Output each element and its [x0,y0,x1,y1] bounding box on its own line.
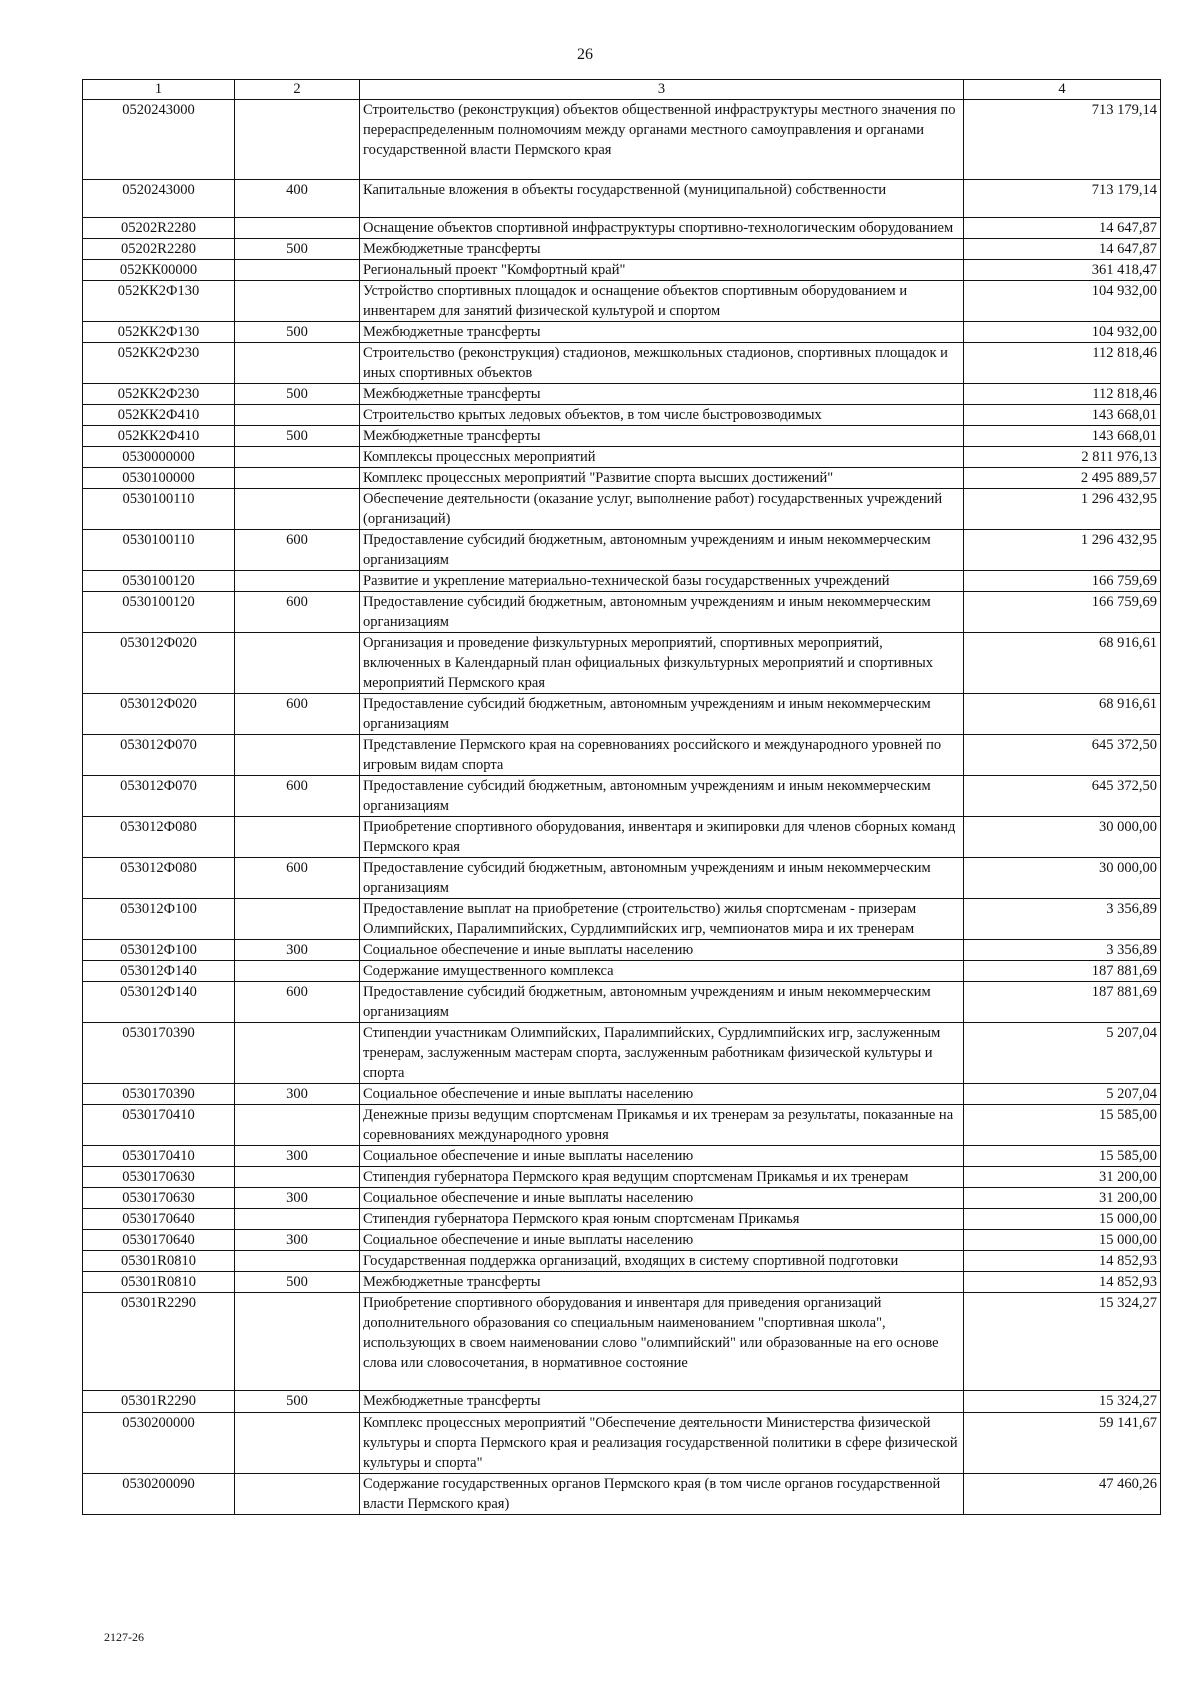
cell-expense-type: 500 [235,322,360,343]
cell-code: 053012Ф100 [83,940,235,961]
cell-name: Приобретение спортивного оборудования, инвентаря и экипировки для членов сборных команд Пермского края [360,817,964,858]
cell-expense-type [235,817,360,858]
cell-name: Развитие и укрепление материально-технической базы государственных учреждений [360,571,964,592]
table-row [83,1209,1161,1230]
cell-expense-type [235,405,360,426]
cell-amount: 15 324,27 [964,1293,1161,1391]
cell-expense-type [235,489,360,530]
table-row [83,817,1161,858]
cell-name: Комплекс процессных мероприятий "Обеспечение деятельности Министерства физической культуры и спорта Пермского края и реализация государственной политики в сфере физической культуры и спорта" [360,1413,964,1474]
cell-code: 053012Ф080 [83,817,235,858]
cell-expense-type: 300 [235,1146,360,1167]
table-row [83,961,1161,982]
cell-expense-type [235,961,360,982]
table-row [83,1023,1161,1084]
cell-amount: 14 647,87 [964,239,1161,260]
cell-expense-type [235,1105,360,1146]
cell-name: Предоставление выплат на приобретение (строительство) жилья спортсменам - призерам Олимпийских, Паралимпийских, Сурдлимпийских игр, чемпионатов мира и их тренерам [360,899,964,940]
cell-expense-type: 500 [235,239,360,260]
header-col-1: 1 [83,80,235,100]
cell-amount: 713 179,14 [964,100,1161,180]
page-number: 26 [577,46,593,63]
cell-amount: 104 932,00 [964,322,1161,343]
table-row [83,982,1161,1023]
cell-amount: 187 881,69 [964,961,1161,982]
cell-expense-type [235,1474,360,1515]
cell-code: 052КК2Ф410 [83,426,235,447]
cell-amount: 143 668,01 [964,405,1161,426]
cell-expense-type: 600 [235,776,360,817]
cell-code: 0530170410 [83,1105,235,1146]
cell-name: Социальное обеспечение и иные выплаты населению [360,1230,964,1251]
cell-code: 052КК2Ф130 [83,281,235,322]
cell-code: 0530100110 [83,530,235,571]
cell-amount: 14 647,87 [964,218,1161,239]
cell-amount: 5 207,04 [964,1023,1161,1084]
cell-amount: 14 852,93 [964,1272,1161,1293]
cell-amount: 5 207,04 [964,1084,1161,1105]
cell-name: Денежные призы ведущим спортсменам Прикамья и их тренерам за результаты, показанные на соревнованиях международного уровня [360,1105,964,1146]
cell-amount: 166 759,69 [964,592,1161,633]
cell-amount: 3 356,89 [964,899,1161,940]
table-row [83,1413,1161,1474]
cell-amount: 15 000,00 [964,1230,1161,1251]
cell-code: 0530100120 [83,571,235,592]
table-header [83,80,1161,100]
cell-name: Строительство крытых ледовых объектов, в том числе быстровозводимых [360,405,964,426]
cell-expense-type: 600 [235,858,360,899]
cell-amount: 31 200,00 [964,1188,1161,1209]
table-row [83,239,1161,260]
cell-expense-type: 500 [235,1272,360,1293]
table-row [83,633,1161,694]
cell-name: Стипендия губернатора Пермского края ведущим спортсменам Прикамья и их тренерам [360,1167,964,1188]
table-row [83,940,1161,961]
table-row [83,858,1161,899]
cell-expense-type: 300 [235,1084,360,1105]
cell-name: Капитальные вложения в объекты государственной (муниципальной) собственности [360,180,964,218]
cell-name: Строительство (реконструкция) стадионов, межшкольных стадионов, спортивных площадок и иных спортивных объектов [360,343,964,384]
cell-amount: 31 200,00 [964,1167,1161,1188]
table-row [83,1188,1161,1209]
cell-code: 0530100110 [83,489,235,530]
cell-code: 05301R0810 [83,1251,235,1272]
cell-expense-type: 400 [235,180,360,218]
cell-name: Строительство (реконструкция) объектов общественной инфраструктуры местного значения по перераспределенным полномочиям между органами местного самоуправления и органами государственной власти Пермского края [360,100,964,180]
cell-name: Организация и проведение физкультурных мероприятий, спортивных мероприятий, включенных в Календарный план официальных физкультурных мероприятий и спортивных мероприятий Пермского края [360,633,964,694]
table-row [83,281,1161,322]
cell-expense-type [235,571,360,592]
header-row [83,80,1161,100]
cell-code: 05301R0810 [83,1272,235,1293]
cell-code: 053012Ф080 [83,858,235,899]
cell-name: Устройство спортивных площадок и оснащение объектов спортивным оборудованием и инвентарем для занятий физической культурой и спортом [360,281,964,322]
cell-amount: 645 372,50 [964,776,1161,817]
cell-amount: 68 916,61 [964,694,1161,735]
cell-code: 053012Ф100 [83,899,235,940]
cell-amount: 68 916,61 [964,633,1161,694]
cell-name: Межбюджетные трансферты [360,322,964,343]
cell-expense-type [235,899,360,940]
cell-expense-type: 600 [235,530,360,571]
cell-expense-type [235,1209,360,1230]
cell-expense-type [235,281,360,322]
cell-expense-type: 300 [235,1188,360,1209]
cell-code: 05202R2280 [83,239,235,260]
cell-amount: 713 179,14 [964,180,1161,218]
cell-amount: 361 418,47 [964,260,1161,281]
cell-name: Межбюджетные трансферты [360,1391,964,1413]
header-col-4: 4 [964,80,1161,100]
cell-code: 0530170390 [83,1084,235,1105]
table-row [83,426,1161,447]
cell-expense-type [235,260,360,281]
cell-name: Содержание имущественного комплекса [360,961,964,982]
header-col-3: 3 [360,80,964,100]
cell-code: 052КК2Ф230 [83,384,235,405]
cell-name: Социальное обеспечение и иные выплаты населению [360,1084,964,1105]
cell-name: Комплексы процессных мероприятий [360,447,964,468]
table-row [83,1391,1161,1413]
table-row [83,735,1161,776]
cell-amount: 166 759,69 [964,571,1161,592]
cell-amount: 3 356,89 [964,940,1161,961]
cell-name: Комплекс процессных мероприятий "Развитие спорта высших достижений" [360,468,964,489]
footer-code: 2127-26 [104,1630,144,1644]
cell-code: 052КК2Ф410 [83,405,235,426]
cell-expense-type [235,1293,360,1391]
cell-expense-type: 600 [235,982,360,1023]
cell-amount: 2 811 976,13 [964,447,1161,468]
cell-name: Представление Пермского края на соревнованиях российского и международного уровней по игровым видам спорта [360,735,964,776]
cell-amount: 30 000,00 [964,817,1161,858]
cell-expense-type [235,447,360,468]
cell-amount: 59 141,67 [964,1413,1161,1474]
table-row [83,1230,1161,1251]
cell-name: Стипендии участникам Олимпийских, Паралимпийских, Сурдлимпийских игр, заслуженным тренерам, заслуженным мастерам спорта, заслуженным работникам физической культуры и спорта [360,1023,964,1084]
cell-expense-type [235,1167,360,1188]
cell-expense-type [235,468,360,489]
cell-code: 052КК2Ф230 [83,343,235,384]
cell-amount: 15 585,00 [964,1105,1161,1146]
cell-amount: 2 495 889,57 [964,468,1161,489]
table-row [83,571,1161,592]
cell-expense-type: 500 [235,426,360,447]
cell-name: Стипендия губернатора Пермского края юным спортсменам Прикамья [360,1209,964,1230]
table-row [83,180,1161,218]
cell-code: 0530000000 [83,447,235,468]
cell-name: Приобретение спортивного оборудования и инвентаря для приведения организаций дополнительного образования со специальным наименованием "спортивная школа", использующих в своем наименовании слово "олимпийский" или образованные на его основе слова или словосочетания, в нормативное состояние [360,1293,964,1391]
cell-amount: 15 000,00 [964,1209,1161,1230]
cell-name: Социальное обеспечение и иные выплаты населению [360,1188,964,1209]
cell-name: Социальное обеспечение и иные выплаты населению [360,1146,964,1167]
cell-code: 05301R2290 [83,1391,235,1413]
cell-code: 052КК2Ф130 [83,322,235,343]
table-row [83,1251,1161,1272]
table-row [83,1272,1161,1293]
cell-code: 053012Ф070 [83,776,235,817]
cell-amount: 47 460,26 [964,1474,1161,1515]
cell-name: Межбюджетные трансферты [360,426,964,447]
cell-name: Межбюджетные трансферты [360,384,964,405]
table-row [83,694,1161,735]
cell-amount: 14 852,93 [964,1251,1161,1272]
table-row [83,1146,1161,1167]
cell-expense-type [235,343,360,384]
cell-amount: 143 668,01 [964,426,1161,447]
cell-name: Предоставление субсидий бюджетным, автономным учреждениям и иным некоммерческим организациям [360,858,964,899]
cell-amount: 104 932,00 [964,281,1161,322]
cell-code: 0520243000 [83,180,235,218]
cell-name: Межбюджетные трансферты [360,239,964,260]
budget-table [82,79,1161,1515]
cell-expense-type [235,1023,360,1084]
header-col-2: 2 [235,80,360,100]
cell-name: Межбюджетные трансферты [360,1272,964,1293]
table-row [83,1167,1161,1188]
cell-amount: 15 585,00 [964,1146,1161,1167]
table-row [83,100,1161,180]
cell-code: 052КК00000 [83,260,235,281]
cell-code: 0530170410 [83,1146,235,1167]
cell-code: 0530100000 [83,468,235,489]
cell-expense-type [235,1413,360,1474]
cell-expense-type [235,1251,360,1272]
cell-expense-type [235,735,360,776]
cell-name: Региональный проект "Комфортный край" [360,260,964,281]
table-row [83,1474,1161,1515]
cell-code: 053012Ф020 [83,633,235,694]
cell-code: 053012Ф140 [83,961,235,982]
cell-name: Предоставление субсидий бюджетным, автономным учреждениям и иным некоммерческим организациям [360,776,964,817]
table-row [83,1293,1161,1391]
cell-amount: 187 881,69 [964,982,1161,1023]
table-row [83,592,1161,633]
cell-name: Содержание государственных органов Пермского края (в том числе органов государственной власти Пермского края) [360,1474,964,1515]
table-row [83,218,1161,239]
table-row [83,1105,1161,1146]
cell-expense-type [235,100,360,180]
cell-code: 053012Ф140 [83,982,235,1023]
table-row [83,260,1161,281]
cell-code: 0530170630 [83,1188,235,1209]
cell-amount: 30 000,00 [964,858,1161,899]
cell-amount: 15 324,27 [964,1391,1161,1413]
cell-name: Предоставление субсидий бюджетным, автономным учреждениям и иным некоммерческим организациям [360,694,964,735]
table-body [83,100,1161,1515]
cell-expense-type: 600 [235,592,360,633]
cell-expense-type: 500 [235,1391,360,1413]
cell-amount: 1 296 432,95 [964,530,1161,571]
cell-code: 0530100120 [83,592,235,633]
table-row [83,468,1161,489]
cell-name: Обеспечение деятельности (оказание услуг, выполнение работ) государственных учреждений (организаций) [360,489,964,530]
cell-amount: 1 296 432,95 [964,489,1161,530]
cell-code: 0530170640 [83,1230,235,1251]
cell-expense-type: 300 [235,940,360,961]
cell-code: 05301R2290 [83,1293,235,1391]
cell-expense-type: 600 [235,694,360,735]
cell-expense-type: 500 [235,384,360,405]
cell-expense-type [235,218,360,239]
cell-code: 05202R2280 [83,218,235,239]
cell-code: 0520243000 [83,100,235,180]
table-row [83,776,1161,817]
cell-code: 0530170630 [83,1167,235,1188]
cell-name: Предоставление субсидий бюджетным, автономным учреждениям и иным некоммерческим организациям [360,530,964,571]
cell-name: Предоставление субсидий бюджетным, автономным учреждениям и иным некоммерческим организациям [360,982,964,1023]
table-row [83,447,1161,468]
cell-name: Государственная поддержка организаций, входящих в систему спортивной подготовки [360,1251,964,1272]
cell-name: Предоставление субсидий бюджетным, автономным учреждениям и иным некоммерческим организациям [360,592,964,633]
cell-code: 0530200000 [83,1413,235,1474]
cell-code: 053012Ф070 [83,735,235,776]
cell-name: Социальное обеспечение и иные выплаты населению [360,940,964,961]
table-row [83,322,1161,343]
table-row [83,384,1161,405]
cell-code: 0530200090 [83,1474,235,1515]
table-row [83,405,1161,426]
cell-code: 0530170390 [83,1023,235,1084]
table-row [83,899,1161,940]
cell-code: 0530170640 [83,1209,235,1230]
cell-expense-type [235,633,360,694]
table-row [83,343,1161,384]
cell-name: Оснащение объектов спортивной инфраструктуры спортивно-технологическим оборудованием [360,218,964,239]
cell-amount: 112 818,46 [964,343,1161,384]
cell-amount: 112 818,46 [964,384,1161,405]
cell-amount: 645 372,50 [964,735,1161,776]
cell-expense-type: 300 [235,1230,360,1251]
table-row [83,1084,1161,1105]
table-row [83,530,1161,571]
table-row [83,489,1161,530]
cell-code: 053012Ф020 [83,694,235,735]
